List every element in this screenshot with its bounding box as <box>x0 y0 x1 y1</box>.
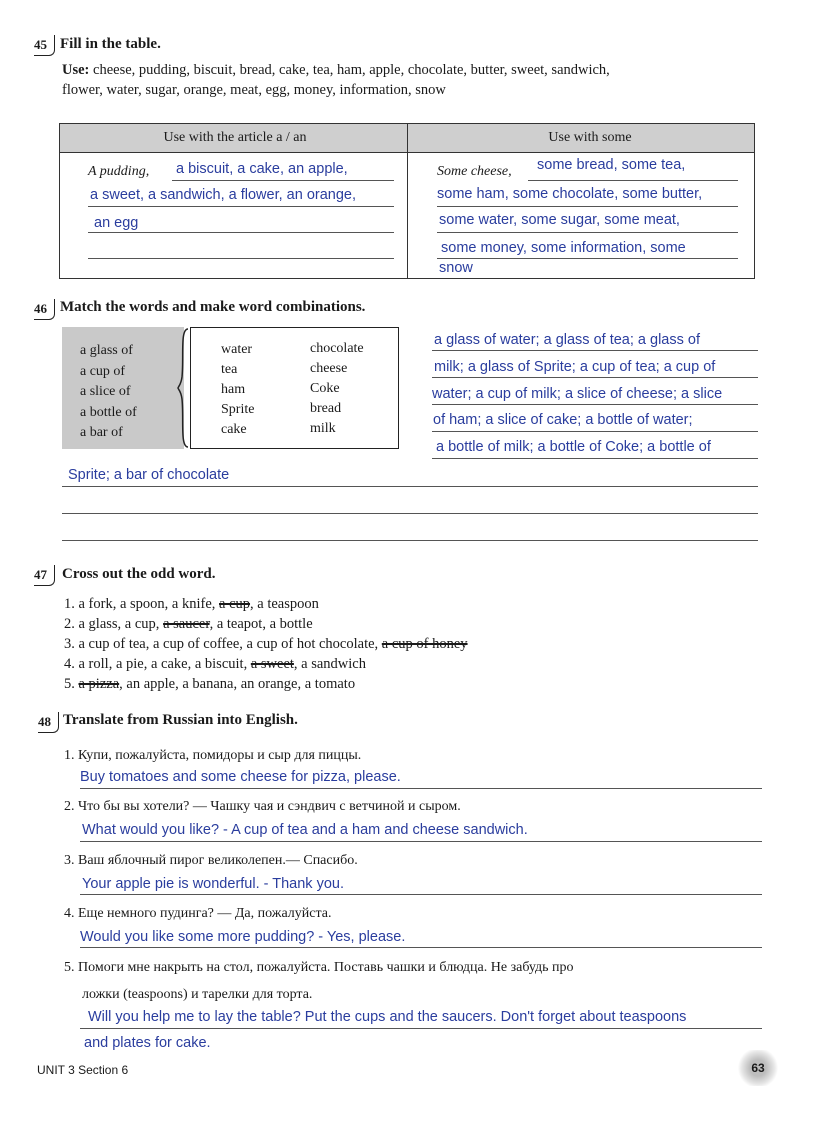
answer-line <box>432 404 758 405</box>
answer-line <box>437 206 738 207</box>
use-label: Use: <box>62 62 90 78</box>
handwritten-answer: a biscuit, a cake, an apple, <box>176 161 348 177</box>
item-text: , an apple, a banana, an orange, a tomato <box>119 676 356 692</box>
word-item: Sprite <box>221 402 255 417</box>
item-text: , a teaspoon <box>250 596 319 612</box>
answer-line <box>437 232 738 233</box>
russian-sentence-2: 2. Что бы вы хотели? — Чашку чая и сэндвич с ветчиной и сыром. <box>64 799 461 814</box>
item-text: 1. a fork, a spoon, a knife, <box>64 596 220 612</box>
item-text: 4. a roll, a pie, a cake, a biscuit, <box>64 656 251 672</box>
container-item: a slice of <box>80 384 131 399</box>
item-text: 3. a cup of tea, a cup of coffee, a cup of hot chocolate, <box>64 636 382 652</box>
handwritten-translation: Will you help me to lay the table? Put the cups and the saucers. Don't forget about teaspoons <box>88 1009 687 1025</box>
answer-line <box>437 258 738 259</box>
answer-line <box>172 180 394 181</box>
exercise-number-45: 45 <box>34 35 55 56</box>
exercise-45-title: Fill in the table. <box>60 36 161 52</box>
handwritten-answer: a sweet, a sandwich, a flower, an orange, <box>90 187 356 203</box>
handwritten-translation: Buy tomatoes and some cheese for pizza, please. <box>80 769 401 785</box>
word-item: cheese <box>310 361 348 376</box>
word-item: tea <box>221 362 238 377</box>
col2-example: Some cheese, <box>437 164 512 179</box>
answer-line <box>88 206 394 207</box>
item-text: , a teapot, a bottle <box>209 616 313 632</box>
word-bank-line-1 <box>62 62 610 79</box>
item-text: 2. a glass, a cup, <box>64 616 164 632</box>
handwritten-answer: a bottle of milk; a bottle of Coke; a bottle of <box>436 439 711 455</box>
word-item: milk <box>310 421 336 436</box>
column-header-some: Use with some <box>548 130 632 145</box>
column-header-a-an: Use with the article a / an <box>163 130 307 145</box>
handwritten-translation: Your apple pie is wonderful. - Thank you. <box>82 876 344 892</box>
word-item: bread <box>310 401 342 416</box>
container-item: a cup of <box>80 363 126 379</box>
answer-line <box>528 180 738 181</box>
words-column-1 <box>221 340 254 440</box>
answer-line <box>62 486 758 487</box>
handwritten-translation: and plates for cake. <box>84 1035 211 1051</box>
answer-line <box>88 232 394 233</box>
odd-word-list <box>64 594 468 694</box>
exercise-number-46: 46 <box>34 299 55 320</box>
answer-line <box>62 513 758 514</box>
answer-line <box>80 1028 762 1029</box>
table-divider <box>407 124 408 278</box>
crossed-word[interactable]: a cup <box>219 596 251 612</box>
answer-line <box>432 431 758 432</box>
crossed-word[interactable]: a pizza <box>78 676 120 692</box>
handwritten-answer: some water, some sugar, some meat, <box>439 212 680 228</box>
word-bank-text-1: cheese, pudding, biscuit, bread, cake, tea, ham, apple, chocolate, butter, sweet, sandwich, <box>93 62 610 78</box>
word-item: ham <box>221 382 246 397</box>
handwritten-answer: snow <box>439 260 473 276</box>
unit-section-label: UNIT 3 Section 6 <box>37 1063 129 1077</box>
handwritten-answer: of ham; a slice of cake; a bottle of water; <box>433 412 693 428</box>
item-text: 5. <box>64 676 79 692</box>
handwritten-answer: some bread, some tea, <box>537 157 686 173</box>
answer-line <box>80 788 762 789</box>
russian-sentence-3: 3. Ваш яблочный пирог великолепен.— Спасибо. <box>64 853 358 868</box>
list-item <box>64 634 468 654</box>
containers-list <box>80 341 137 444</box>
word-item: Coke <box>310 381 340 396</box>
handwritten-answer: a glass of water; a glass of tea; a glass of <box>434 332 700 348</box>
crossed-word[interactable]: a saucer <box>163 616 210 632</box>
answer-line <box>62 540 758 541</box>
page-number: 63 <box>738 1050 778 1086</box>
container-item: a glass of <box>80 343 133 358</box>
answer-line <box>80 841 762 842</box>
handwritten-answer: Sprite; a bar of chocolate <box>68 467 230 483</box>
word-item: chocolate <box>310 341 364 356</box>
handwritten-answer: some ham, some chocolate, some butter, <box>437 186 703 202</box>
list-item <box>64 654 468 674</box>
exercise-47-title: Cross out the odd word. <box>62 566 216 582</box>
answer-line <box>432 350 758 351</box>
list-item <box>64 594 468 614</box>
crossed-word[interactable]: a sweet <box>250 656 294 672</box>
russian-sentence-1: 1. Купи, пожалуйста, помидоры и сыр для пиццы. <box>64 748 362 763</box>
crossed-word[interactable]: a cup of honey <box>381 636 468 652</box>
container-item: a bottle of <box>80 404 137 420</box>
container-item: a bar of <box>80 425 123 440</box>
word-item: cake <box>221 422 247 437</box>
russian-sentence-5-cont: ложки (teaspoons) и тарелки для торта. <box>82 987 313 1002</box>
words-column-2 <box>310 339 364 439</box>
handwritten-translation: What would you like? - A cup of tea and a ham and cheese sandwich. <box>82 822 528 838</box>
handwritten-answer: some money, some information, some <box>441 240 686 256</box>
answer-line <box>80 947 762 948</box>
answer-line <box>432 458 758 459</box>
word-item: water <box>221 342 253 357</box>
exercise-46-title: Match the words and make word combinations. <box>60 299 366 315</box>
exercise-number-48: 48 <box>38 712 59 733</box>
list-item <box>64 674 468 694</box>
answer-line <box>88 258 394 259</box>
exercise-number-47: 47 <box>34 565 55 586</box>
answer-line <box>80 894 762 895</box>
russian-sentence-5: 5. Помоги мне накрыть на стол, пожалуйста. Поставь чашки и блюдца. Не забудь про <box>64 960 574 975</box>
fill-table <box>59 123 755 279</box>
handwritten-answer: water; a cup of milk; a slice of cheese; a slice <box>432 386 723 402</box>
list-item <box>64 614 468 634</box>
item-text: , a sandwich <box>293 656 366 672</box>
col1-example: A pudding, <box>88 164 150 179</box>
russian-sentence-4: 4. Еще немного пудинга? — Да, пожалуйста. <box>64 906 332 921</box>
word-bank-line-2: flower, water, sugar, orange, meat, egg, money, information, snow <box>62 82 446 98</box>
handwritten-answer: an egg <box>94 215 139 231</box>
answer-line <box>432 377 758 378</box>
handwritten-answer: milk; a glass of Sprite; a cup of tea; a cup of <box>434 359 716 375</box>
exercise-48-title: Translate from Russian into English. <box>63 712 298 728</box>
handwritten-translation: Would you like some more pudding? - Yes, please. <box>80 929 406 945</box>
